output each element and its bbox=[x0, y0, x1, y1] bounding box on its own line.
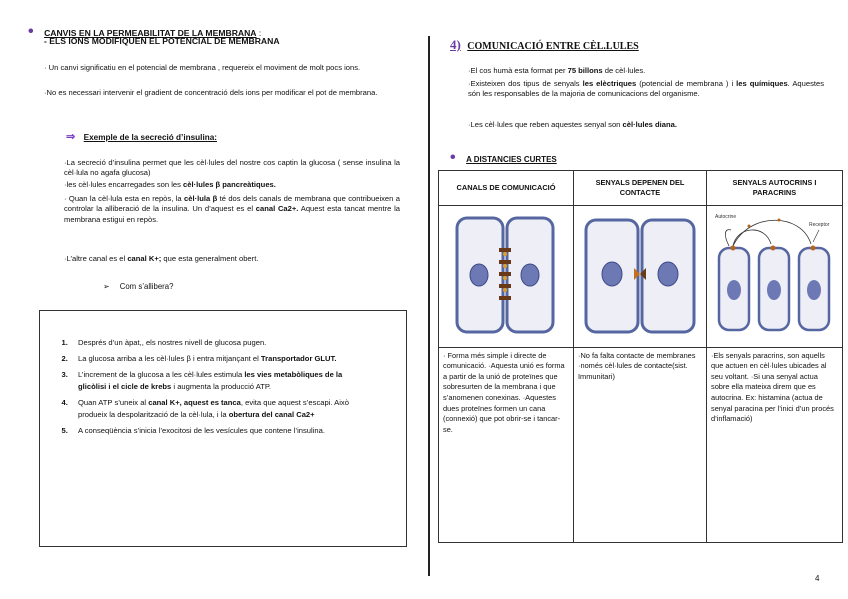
text-bold: les elèctriques bbox=[582, 79, 637, 88]
column-header: SENYALS AUTOCRINS I PARACRINS bbox=[707, 171, 843, 206]
text-bold: cèl·lula β bbox=[184, 194, 218, 203]
text-run: Després d’un àpat,, els nostres nivell de glucosa pugen. bbox=[78, 338, 267, 347]
column-header: SENYALS DEPENEN DEL CONTACTE bbox=[574, 171, 707, 206]
table-cell: ·Els senyals paracrins, son aquells que actuen en cèl·lules ubicades al seu voltant. ·Si una senyal actua sobre ella mateixa direm que es autocrina. Ex: histamina (actua de senyal paracina per l’inici d’un procés d’inflamació) bbox=[707, 347, 843, 542]
distances-title: A DISTANCIES CURTES bbox=[466, 155, 557, 164]
text-run: de cèl·lules. bbox=[602, 66, 646, 75]
text-bold: canal Ca2+. bbox=[255, 204, 299, 214]
right-column bbox=[432, 0, 848, 599]
text-run: L’increment de la glucosa a les cèl·lules estimula bbox=[78, 370, 245, 379]
text-run: (potencial de membrana ) i bbox=[636, 79, 737, 88]
image-cell bbox=[574, 206, 707, 348]
text-bold: Transportador GLUT. bbox=[260, 354, 337, 363]
intro-paragraph-2: ·No es necessari intervenir el gradient de concentració dels ions per modificar el pot de membrana. bbox=[44, 88, 378, 97]
text-run: Quan ATP s’uneix al bbox=[78, 398, 149, 407]
table-cell: ·No fa falta contacte de membranes ·només cèl·lules de contacte(sist. Immunitari) bbox=[574, 347, 707, 542]
step-1 bbox=[70, 337, 360, 349]
insulin-paragraph-3 bbox=[64, 194, 400, 225]
gap-junction-illustration bbox=[441, 208, 571, 341]
text-bold: obertura del canal Ca2+ bbox=[228, 410, 315, 419]
table-row bbox=[439, 347, 843, 542]
text-bold: les químiques bbox=[736, 79, 788, 88]
section-title: COMUNICACIÓ ENTRE CÈL.LULES bbox=[467, 41, 639, 52]
insulin-paragraph-2 bbox=[64, 180, 400, 190]
text-run: , evita que aquest s’escapi. Això produeix la despolarització de la cèl·lula, i la bbox=[78, 398, 349, 419]
text-run: · Quan la cèl·lula esta en repòs, la bbox=[64, 194, 185, 203]
insulin-paragraph-4 bbox=[64, 254, 400, 264]
column-header: CANALS DE COMUNICACIÓ bbox=[439, 171, 574, 206]
text-bold: canal K+; bbox=[127, 254, 162, 263]
text-run: ·El cos humà esta format per bbox=[468, 66, 568, 75]
bullet-icon: • bbox=[450, 149, 456, 166]
text-run: . Aquestes són les responsables de la majoria de comunicacions del organisme. bbox=[468, 79, 825, 99]
text-bold: les vies metabòliques de la glicòlisi i el cicle de krebs bbox=[78, 370, 343, 391]
example-title: Exemple de la secreció d’insulina: bbox=[83, 133, 217, 142]
section-number: 4) bbox=[450, 37, 461, 52]
text-run: ·L’altre canal es el bbox=[64, 254, 128, 263]
steps-list bbox=[40, 337, 360, 437]
comm-paragraph-1 bbox=[468, 66, 824, 76]
section-title: CANVIS EN LA PERMEABILITAT DE LA MEMBRANA bbox=[44, 28, 257, 38]
example-heading bbox=[66, 127, 217, 145]
page-number: 4 bbox=[815, 574, 820, 583]
section-heading-communication bbox=[450, 36, 639, 54]
text-run: ·Existeixen dos tipus de senyals bbox=[468, 79, 583, 88]
insulin-paragraph-1: ·La secreció d’insulina permet que les cèl·lules del nostre cos captin la glucosa ( sense insulina la cèl·lula no agafa glucosa) bbox=[64, 158, 400, 178]
question-line bbox=[103, 282, 173, 291]
arrow-right-icon: ⇒ bbox=[66, 131, 76, 143]
text-bold: canal K+, aquest es tanca bbox=[148, 398, 241, 407]
text-run: que esta generalment obert. bbox=[161, 254, 259, 263]
image-cell bbox=[439, 206, 574, 348]
contact-signaling-illustration bbox=[576, 208, 704, 341]
step-3 bbox=[70, 369, 360, 393]
steps-box bbox=[39, 310, 407, 547]
arrowhead-bullet-icon: ➢ bbox=[103, 282, 110, 291]
paracrine-signaling-illustration bbox=[709, 208, 840, 341]
question-text: Com s’allibera? bbox=[119, 282, 174, 291]
step-4 bbox=[70, 397, 360, 421]
section-title-colon: : bbox=[256, 28, 262, 38]
text-run: Aquest esta tancat mentre la membrana estigui en repòs. bbox=[64, 204, 400, 224]
comm-paragraph-3 bbox=[468, 120, 824, 130]
step-2 bbox=[70, 353, 360, 365]
bullet-icon: • bbox=[28, 23, 34, 40]
image-cell bbox=[707, 206, 843, 348]
text-run: ·Les cèl·lules que reben aquestes senyal son bbox=[468, 120, 623, 129]
text-bold: 75 billons bbox=[567, 66, 603, 75]
table-cell: · Forma més simple i directe de comunicació. ·Aquesta unió es forma a partir de la unió de proteïnes que sobresurten de la membrana i que s’anomenen conexinas. ·Aquestes dues proteïnes formen un cana (connexió) que pot obrir-se i tancar-se. bbox=[439, 347, 574, 542]
text-run: La glucosa arriba a les cèl·lules β i entra mitjançant el bbox=[78, 354, 261, 363]
distances-heading bbox=[450, 149, 557, 167]
subheading-ions: - ELS IONS MODIFIQUEN EL POTENCIAL DE MEMBRANA bbox=[44, 36, 280, 46]
table-header-row bbox=[439, 171, 843, 206]
receptor-label: Receptor bbox=[809, 222, 830, 228]
text-bold: cèl·lules β pancreàtiques. bbox=[183, 180, 276, 189]
text-run: A conseqüència s’inicia l’exocitosi de les vesícules que contene l’insulina. bbox=[78, 426, 325, 435]
comm-paragraph-2 bbox=[468, 79, 824, 100]
text-run: ·les cèl·lules encarregades son les bbox=[64, 180, 184, 189]
text-bold: cèl·lules diana. bbox=[622, 120, 677, 129]
communication-table bbox=[438, 170, 843, 543]
table-image-row bbox=[439, 206, 843, 348]
autocrine-label: Autocrine bbox=[715, 214, 737, 220]
text-run: té dos dels canals de membrana que contribueixen a controlar la alliberació de la insulina. Un d’aquest es el bbox=[64, 194, 400, 214]
column-divider bbox=[428, 36, 430, 576]
step-5 bbox=[70, 425, 360, 437]
text-run: i augmenta la producció ATP. bbox=[171, 382, 272, 391]
intro-paragraph-1: · Un canvi significatiu en el potencial de membrana , requereix el moviment de molt pocs ions. bbox=[44, 63, 361, 72]
